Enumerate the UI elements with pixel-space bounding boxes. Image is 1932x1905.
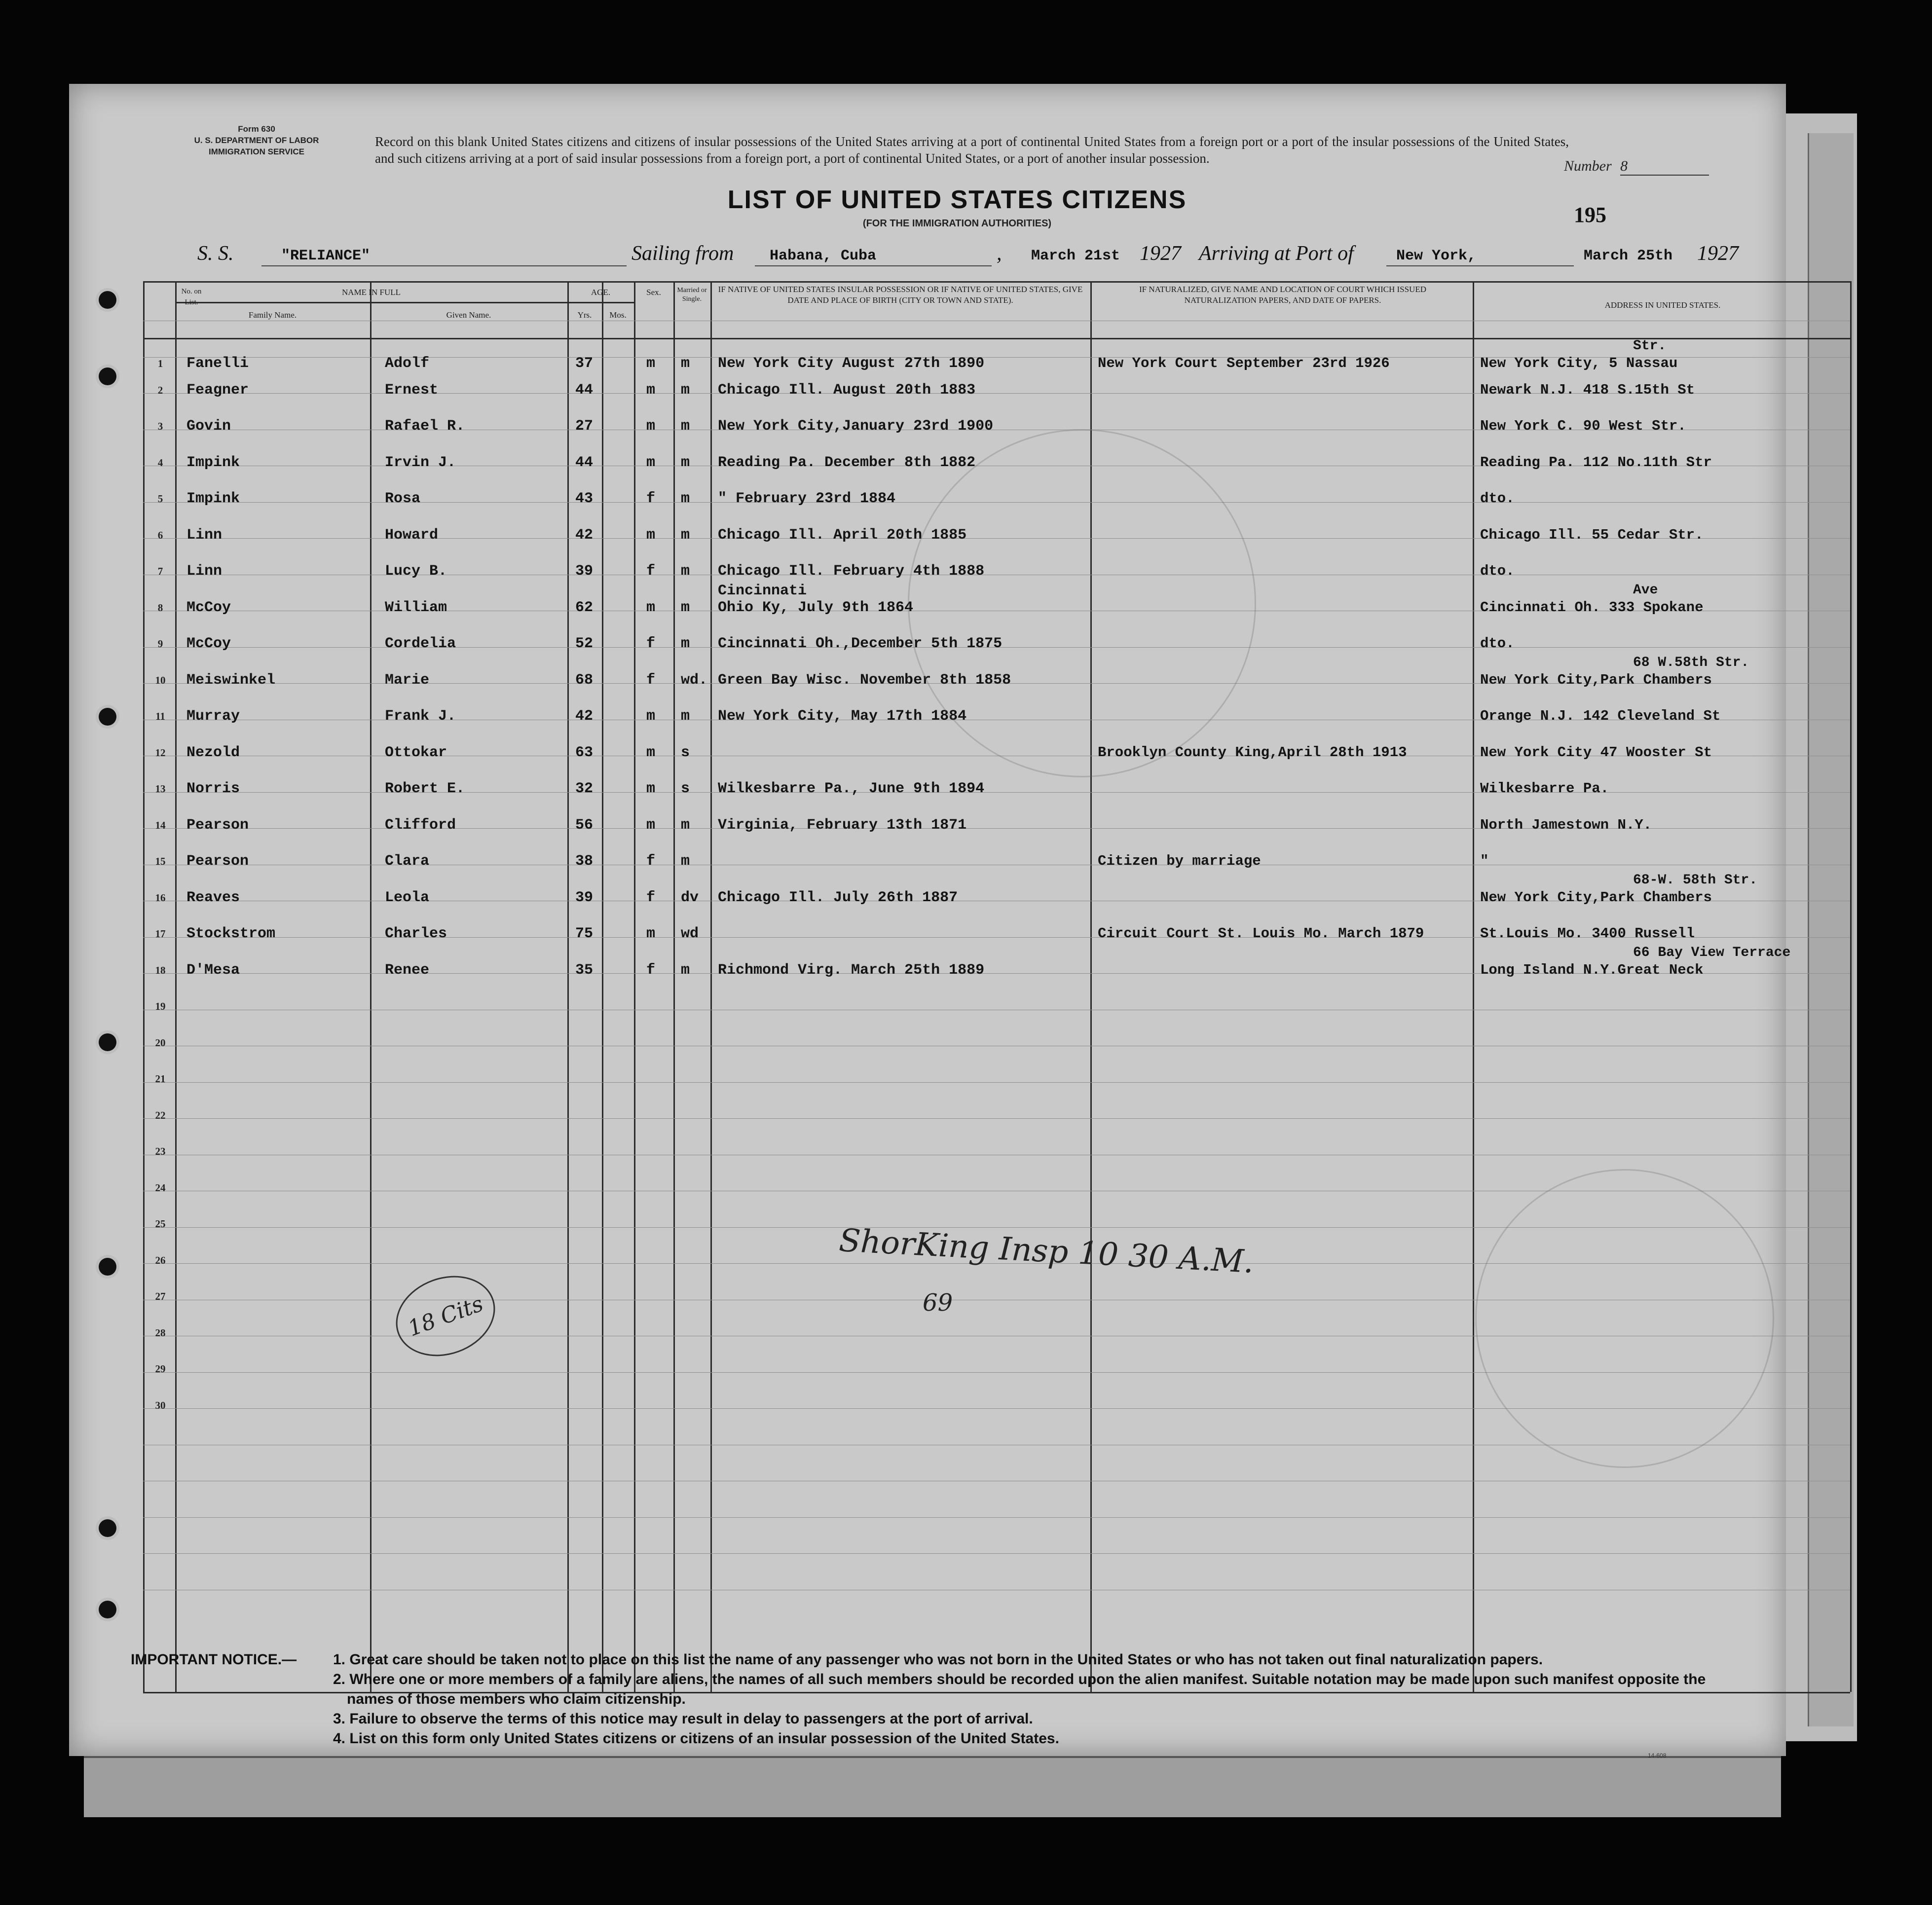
cell-birth: New York City, May 17th 1884	[718, 708, 967, 725]
row-number: 24	[155, 1181, 166, 1194]
cell-birth: Richmond Virg. March 25th 1889	[718, 961, 985, 979]
cell-family: Nezold	[186, 744, 240, 761]
row-number: 15	[155, 855, 166, 867]
row-number: 14	[155, 819, 166, 831]
row-number: 7	[157, 565, 163, 577]
port-to: New York,	[1396, 248, 1477, 264]
row-number: 6	[157, 529, 163, 541]
col-no-header: No. on List.	[181, 288, 202, 306]
cell-age: 52	[575, 635, 594, 652]
cell-naturalized: Citizen by marriage	[1098, 853, 1261, 869]
cell-address: Wilkesbarre Pa.	[1480, 780, 1609, 797]
cell-given: Clara	[385, 853, 430, 870]
cell-birth: Chicago Ill. July 26th 1887	[718, 889, 958, 906]
col-name-header: NAME IN FULL	[342, 288, 401, 297]
row-number: 19	[155, 1000, 166, 1012]
cell-address: Orange N.J. 142 Cleveland St	[1480, 708, 1721, 724]
cell-age: 43	[575, 490, 594, 507]
col-address-header: ADDRESS IN UNITED STATES.	[1604, 300, 1721, 310]
cell-marital: m	[681, 418, 690, 435]
cell-given: Irvin J.	[385, 454, 456, 471]
cell-marital: m	[681, 961, 690, 979]
cell-naturalized: Circuit Court St. Louis Mo. March 1879	[1098, 925, 1424, 942]
col-age-header: AGE.	[591, 288, 611, 297]
cell-age: 32	[575, 780, 594, 797]
notice-label: IMPORTANT NOTICE.—	[131, 1651, 297, 1668]
cell-given: Marie	[385, 671, 430, 689]
cell-sex: m	[646, 599, 656, 616]
cell-family: Impink	[186, 454, 240, 471]
cell-marital: m	[681, 355, 690, 372]
cell-family: Stockstrom	[186, 925, 276, 942]
cell-given: Leola	[385, 889, 430, 906]
row-number: 27	[155, 1290, 166, 1302]
row-number: 23	[155, 1145, 166, 1157]
cell-age: 38	[575, 853, 594, 870]
cell-family: Murray	[186, 708, 240, 725]
cell-birth: Virginia, February 13th 1871	[718, 816, 967, 834]
cell-marital: m	[681, 563, 690, 580]
row-number: 26	[155, 1254, 166, 1266]
cell-family: Fanelli	[186, 355, 249, 372]
row-number: 29	[155, 1363, 166, 1375]
cell-age: 27	[575, 418, 594, 435]
department-name: U. S. DEPARTMENT OF LABOR	[194, 136, 319, 145]
cell-sex: f	[646, 853, 656, 870]
faint-stamp	[908, 429, 1256, 777]
arriving-label: Arriving at Port of	[1199, 242, 1354, 265]
cell-family: Pearson	[186, 816, 249, 834]
punch-hole	[99, 367, 116, 385]
cell-sex: m	[646, 708, 656, 725]
row-number: 10	[155, 674, 166, 686]
cell-given: Howard	[385, 526, 439, 544]
cell-family: Linn	[186, 526, 223, 544]
page-subtitle: (FOR THE IMMIGRATION AUTHORITIES)	[862, 218, 1052, 229]
stamp-number: 69	[923, 1287, 953, 1315]
cell-given: Renee	[385, 961, 430, 979]
notice-items	[333, 1650, 1739, 1749]
cell-given: Charles	[385, 925, 447, 942]
cell-age: 44	[575, 454, 594, 471]
page-number: 195	[1574, 203, 1606, 227]
port-from: Habana, Cuba	[770, 248, 877, 264]
col-naturalized-header: IF NATURALIZED, GIVE NAME AND LOCATION OF COURT WHICH ISSUED NATURALIZATION PAPERS, AND DATE OF PAPERS.	[1139, 285, 1426, 305]
cell-address: Reading Pa. 112 No.11th Str	[1480, 454, 1712, 471]
date-to: March 25th	[1584, 248, 1673, 264]
cell-marital: m	[681, 816, 690, 834]
cell-address: New York City, 5 Nassau	[1480, 355, 1678, 371]
col-family-header: Family Name.	[248, 310, 297, 320]
cell-given: Adolf	[385, 355, 430, 372]
inspector-signature: ShorKing Insp 10 30 A.M.	[838, 1222, 1255, 1281]
cell-age: 37	[575, 355, 594, 372]
cell-birth: Reading Pa. December 8th 1882	[718, 454, 976, 471]
cell-sex: m	[646, 780, 656, 797]
cell-address-top: 66 Bay View Terrace	[1633, 945, 1791, 960]
voyage-line: S. S. "RELIANCE" Sailing from Habana, Cuba , March 21st 1927 Arriving at Port of New York, March 25th 1927	[163, 242, 1761, 269]
instructions-text: Record on this blank United States citizens and citizens of insular possessions of the United States arriving at a port of continental United States from a foreign port or a port of the insular possessions of the United States, and such citizens arriving at a port of said insular possessions from a foreign port, a port of continental United States, or a port of another insular possession.	[375, 134, 1569, 166]
cell-age: 56	[575, 816, 594, 834]
punch-hole	[99, 1519, 116, 1537]
page-title: LIST OF UNITED STATES CITIZENS	[727, 185, 1187, 214]
cell-address: Long Island N.Y.Great Neck	[1480, 961, 1704, 978]
row-number: 12	[155, 746, 166, 759]
cell-given: Ottokar	[385, 744, 447, 761]
row-number: 4	[157, 456, 163, 469]
cell-sex: m	[646, 381, 656, 399]
cell-marital: m	[681, 853, 690, 870]
row-number: 21	[155, 1073, 166, 1085]
sailing-label: Sailing from	[632, 242, 734, 265]
notice-item: 2. Where one or more members of a family are aliens, the names of all such members should be recorded upon the alien manifest. Suitable notation may be made upon such manifest opposite the names of those members who claim citizenship.	[333, 1671, 1706, 1707]
punch-hole	[99, 1033, 116, 1051]
cell-sex: m	[646, 454, 656, 471]
cell-sex: m	[646, 816, 656, 834]
cell-address: North Jamestown N.Y.	[1480, 816, 1652, 833]
cell-birth: Cincinnati Oh.,December 5th 1875	[718, 635, 1003, 652]
cell-birth: Wilkesbarre Pa., June 9th 1894	[718, 780, 985, 797]
cell-marital: m	[681, 490, 690, 507]
cell-sex: m	[646, 925, 656, 942]
cell-sex: f	[646, 490, 656, 507]
punch-hole	[99, 708, 116, 726]
faint-stamp	[1475, 1169, 1774, 1468]
cell-naturalized: New York Court September 23rd 1926	[1098, 355, 1390, 371]
cell-sex: f	[646, 889, 656, 906]
cell-given: Cordelia	[385, 635, 456, 652]
cell-marital: m	[681, 599, 690, 616]
cell-address: dto.	[1480, 563, 1515, 579]
cell-family: McCoy	[186, 635, 231, 652]
cell-marital: s	[681, 744, 690, 761]
cell-sex: m	[646, 418, 656, 435]
row-number: 2	[157, 384, 163, 396]
cell-family: Norris	[186, 780, 240, 797]
col-married-header: Married or Single.	[677, 287, 707, 303]
cell-sex: f	[646, 563, 656, 580]
form-header	[187, 123, 326, 157]
col-sex-header: Sex.	[646, 288, 661, 297]
col-mos-header: Mos.	[609, 310, 627, 320]
cell-address: dto.	[1480, 635, 1515, 652]
cell-address: dto.	[1480, 490, 1515, 507]
cell-marital: m	[681, 708, 690, 725]
cell-age: 44	[575, 381, 594, 399]
row-number: 1	[157, 358, 163, 369]
cell-given: Lucy B.	[385, 563, 447, 580]
notice-item: 4. List on this form only United States citizens or citizens of an insular possession of the United States.	[333, 1730, 1059, 1747]
cell-address: New York City,Park Chambers	[1480, 889, 1712, 906]
row-number: 11	[155, 710, 165, 722]
punch-hole	[99, 1258, 116, 1276]
number-value: 8	[1620, 158, 1709, 176]
cell-marital: wd.	[681, 671, 708, 689]
cell-address-top: 68 W.58th Str.	[1633, 655, 1749, 670]
cell-marital: s	[681, 780, 690, 797]
cell-given: Robert E.	[385, 780, 465, 797]
cell-age: 39	[575, 889, 594, 906]
cell-address: New York City,Park Chambers	[1480, 671, 1712, 688]
row-number: 16	[155, 891, 166, 904]
row-number: 8	[157, 601, 163, 614]
ship-name: "RELIANCE"	[281, 248, 371, 264]
cell-family: Govin	[186, 418, 231, 435]
cell-birth: New York City August 27th 1890	[718, 355, 985, 372]
cell-birth: Chicago Ill. August 20th 1883	[718, 381, 976, 399]
number-field	[1564, 158, 1709, 176]
cell-family: Linn	[186, 563, 223, 580]
cell-marital: m	[681, 635, 690, 652]
row-number: 30	[155, 1399, 166, 1411]
cell-family: Reaves	[186, 889, 240, 906]
cell-age: 68	[575, 671, 594, 689]
cell-family: Pearson	[186, 853, 249, 870]
row-number: 17	[155, 928, 166, 940]
cell-family: Feagner	[186, 381, 249, 399]
cell-birth: " February 23rd 1884	[718, 490, 896, 507]
cell-address-top: Ave	[1633, 582, 1658, 598]
cell-family: Impink	[186, 490, 240, 507]
stacked-page-bottoms	[84, 1756, 1781, 1817]
cell-birth: New York City,January 23rd 1900	[718, 418, 994, 435]
cell-address: New York C. 90 West Str.	[1480, 418, 1686, 434]
cell-given: William	[385, 599, 447, 616]
service-name: IMMIGRATION SERVICE	[209, 147, 304, 156]
row-number: 5	[157, 493, 163, 505]
cell-marital: wd	[681, 925, 699, 942]
year-to: 1927	[1697, 242, 1739, 265]
cell-given: Clifford	[385, 816, 456, 834]
cell-age: 75	[575, 925, 594, 942]
cell-given: Rosa	[385, 490, 421, 507]
cell-naturalized: Brooklyn County King,April 28th 1913	[1098, 744, 1407, 761]
cell-address: Newark N.J. 418 S.15th St	[1480, 381, 1695, 398]
row-number: 18	[155, 964, 166, 976]
row-number: 3	[157, 420, 163, 432]
cell-age: 42	[575, 526, 594, 544]
cell-given: Frank J.	[385, 708, 456, 725]
cell-age: 62	[575, 599, 594, 616]
cell-marital: dv	[681, 889, 699, 906]
cell-birth-top: Cincinnati	[718, 582, 807, 599]
form-number: Form 630	[238, 124, 275, 134]
cell-sex: f	[646, 635, 656, 652]
cell-age: 63	[575, 744, 594, 761]
col-birth-header: IF NATIVE OF UNITED STATES INSULAR POSSESSION OR IF NATIVE OF UNITED STATES, GIVE DATE AND PLACE OF BIRTH (CITY OR TOWN AND STATE).	[718, 285, 1083, 305]
row-number: 25	[155, 1218, 166, 1230]
punch-hole	[99, 1601, 116, 1618]
cell-birth: Green Bay Wisc. November 8th 1858	[718, 671, 1011, 689]
cell-birth: Chicago Ill. February 4th 1888	[718, 563, 985, 580]
cell-address: New York City 47 Wooster St	[1480, 744, 1712, 761]
cell-address: Cincinnati Oh. 333 Spokane	[1480, 599, 1704, 616]
cell-sex: m	[646, 526, 656, 544]
cell-family: McCoy	[186, 599, 231, 616]
row-number: 28	[155, 1326, 166, 1339]
cell-marital: m	[681, 454, 690, 471]
row-number: 22	[155, 1109, 166, 1121]
cell-birth: Ohio Ky, July 9th 1864	[718, 599, 914, 616]
notice-item: 1. Great care should be taken not to place on this list the name of any passenger who was not born in the United States or who has not taken out final naturalization papers.	[333, 1651, 1543, 1668]
cell-address-top: 68-W. 58th Str.	[1633, 872, 1758, 888]
year-from: 1927	[1140, 242, 1181, 265]
cell-address: "	[1480, 853, 1489, 869]
punch-hole	[99, 291, 116, 309]
cell-address: Chicago Ill. 55 Cedar Str.	[1480, 526, 1704, 543]
ss-label: S. S.	[197, 242, 234, 265]
row-number: 13	[155, 783, 166, 795]
cell-age: 39	[575, 563, 594, 580]
number-label: Number	[1564, 158, 1612, 174]
cell-birth: Chicago Ill. April 20th 1885	[718, 526, 967, 544]
date-from: March 21st	[1031, 248, 1120, 264]
cell-family: D'Mesa	[186, 961, 240, 979]
row-number: 20	[155, 1036, 166, 1049]
cell-age: 42	[575, 708, 594, 725]
cell-sex: f	[646, 671, 656, 689]
cell-address-top: Str.	[1633, 338, 1667, 354]
count-circle-text: 18 Cits	[405, 1291, 486, 1341]
cell-sex: f	[646, 961, 656, 979]
cell-address: St.Louis Mo. 3400 Russell	[1480, 925, 1695, 942]
cell-given: Rafael R.	[385, 418, 465, 435]
form-code: 14-608	[1648, 1752, 1667, 1759]
col-given-header: Given Name.	[446, 310, 491, 320]
cell-marital: m	[681, 381, 690, 399]
cell-given: Ernest	[385, 381, 439, 399]
manifest-page	[69, 84, 1791, 1756]
row-number: 9	[157, 638, 163, 650]
cell-sex: m	[646, 355, 656, 372]
notice-item: 3. Failure to observe the terms of this notice may result in delay to passengers at the port of arrival.	[333, 1711, 1033, 1727]
col-yrs-header: Yrs.	[577, 310, 592, 320]
cell-family: Meiswinkel	[186, 671, 276, 689]
cell-sex: m	[646, 744, 656, 761]
cell-marital: m	[681, 526, 690, 544]
cell-age: 35	[575, 961, 594, 979]
